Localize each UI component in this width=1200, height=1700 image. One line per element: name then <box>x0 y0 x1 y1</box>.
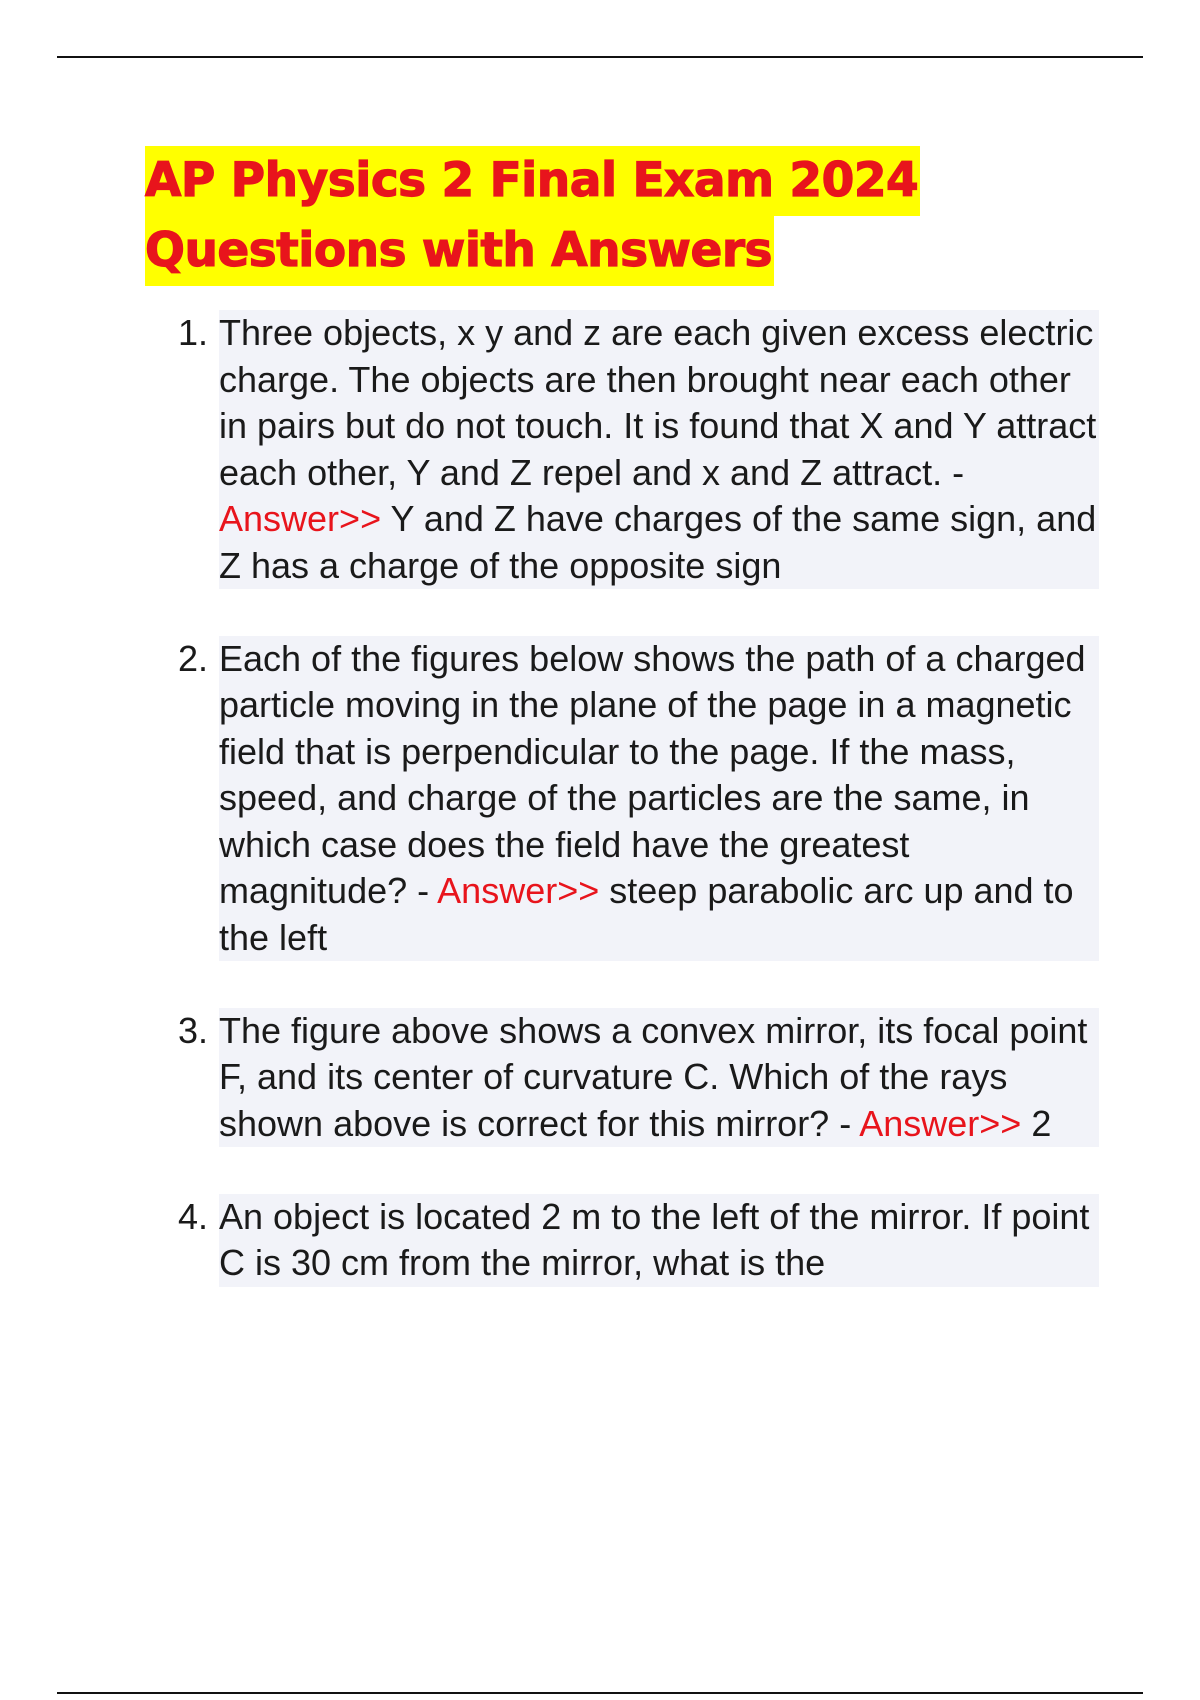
bottom-divider <box>57 1692 1143 1694</box>
answer-text: steep parabolic arc up and to the left <box>219 870 1074 958</box>
answer-label: Answer>> <box>859 1102 1022 1144</box>
question-item-2 <box>178 636 1103 962</box>
question-number: 1. <box>178 312 209 353</box>
question-item-4 <box>178 1194 1103 1287</box>
answer-label: Answer>> <box>437 870 600 911</box>
document-title <box>145 146 945 286</box>
question-body <box>219 310 1099 589</box>
question-text: Each of the figures below shows the path of a charged particle moving in the plane of the page in a magnetic field that is perpendicular to the page. If the mass, speed, and charge of the particles are the same, in which case does the field have the greatest magnitude? - <box>219 637 1086 911</box>
question-item-1 <box>178 310 1103 589</box>
question-number: 3. <box>178 1009 209 1051</box>
answer-label: Answer>> <box>219 498 382 539</box>
question-body <box>219 1008 1099 1148</box>
question-text: An object is located 2 m to the left of the mirror. If point C is 30 cm from the mirror, what is the <box>219 1195 1090 1283</box>
question-body <box>219 636 1099 962</box>
answer-text: Y and Z have charges of the same sign, and Z has a charge of the opposite sign <box>219 498 1097 586</box>
question-text: The figure above shows a convex mirror, its focal point F, and its center of curvature C. Which of the rays shown above is correct for this mirror? - <box>219 1009 1088 1144</box>
title-line-1: AP Physics 2 Final Exam 2024 <box>145 146 920 216</box>
question-body <box>219 1194 1099 1287</box>
title-line-2: Questions with Answers <box>145 216 774 286</box>
question-item-3 <box>178 1008 1103 1148</box>
answer-text: 2 <box>1031 1102 1052 1144</box>
question-number: 2. <box>178 637 209 679</box>
question-text: Three objects, x y and z are each given excess electric charge. The objects are then brought near each other in pairs but do not touch. It is found that X and Y attract each other, Y and Z repel and x and Z attract. - <box>219 312 1097 493</box>
question-list <box>178 310 1103 1333</box>
question-number: 4. <box>178 1195 209 1237</box>
top-divider <box>57 56 1143 58</box>
